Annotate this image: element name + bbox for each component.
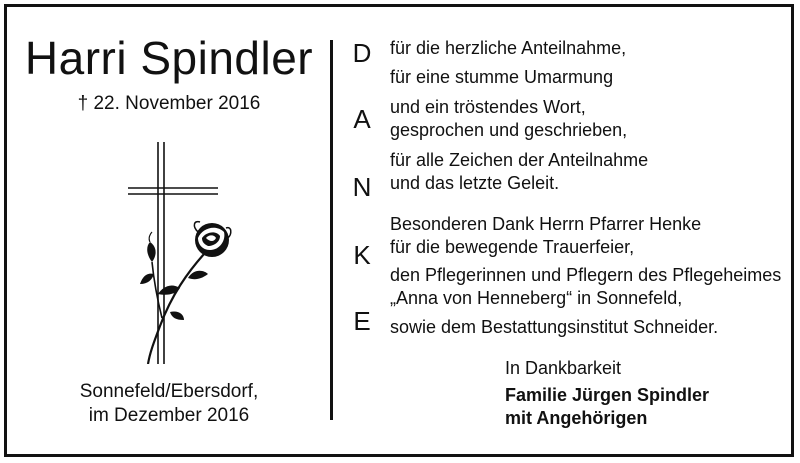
signature-intro: In Dankbarkeit (505, 358, 622, 378)
cross-with-rose-icon (128, 142, 238, 364)
danke-letter-n: N (352, 172, 372, 202)
thanks-line-7: Besonderen Dank Herrn Pfarrer Henke (390, 214, 702, 234)
thanks-line-1: für die herzliche Anteilnahme, (390, 38, 627, 58)
thanks-line-6: und das letzte Geleit. (390, 173, 560, 193)
danke-letter-d: D (352, 38, 372, 68)
thanks-line-3: und ein tröstendes Wort, (390, 97, 586, 117)
danke-letter-e: E (353, 306, 371, 336)
thanks-line-9: den Pflegerinnen und Pflegern des Pflegeheimes (390, 265, 782, 285)
signature-relatives: mit Angehörigen (505, 408, 648, 428)
date-line: im Dezember 2016 (88, 405, 250, 426)
thanks-line-11: sowie dem Bestattungsinstitut Schneider. (390, 317, 719, 337)
thanks-line-8: für die bewegende Trauerfeier, (390, 237, 635, 257)
signature-family: Familie Jürgen Spindler (505, 385, 710, 405)
danke-letter-k: K (353, 240, 371, 270)
vertical-divider (330, 40, 333, 420)
death-date: † 22. November 2016 (77, 93, 261, 114)
thanks-line-4: gesprochen und geschrieben, (390, 120, 628, 140)
thanks-line-10: „Anna von Henneberg“ in Sonnefeld, (390, 288, 683, 308)
place-and-date (10, 380, 328, 428)
thanks-line-5: für alle Zeichen der Anteilnahme (390, 150, 649, 170)
danke-letter-a: A (353, 104, 371, 134)
deceased-name: Harri Spindler (24, 32, 314, 84)
place-line: Sonnefeld/Ebersdorf, (79, 381, 259, 402)
thanks-line-2: für eine stumme Umarmung (390, 67, 614, 87)
